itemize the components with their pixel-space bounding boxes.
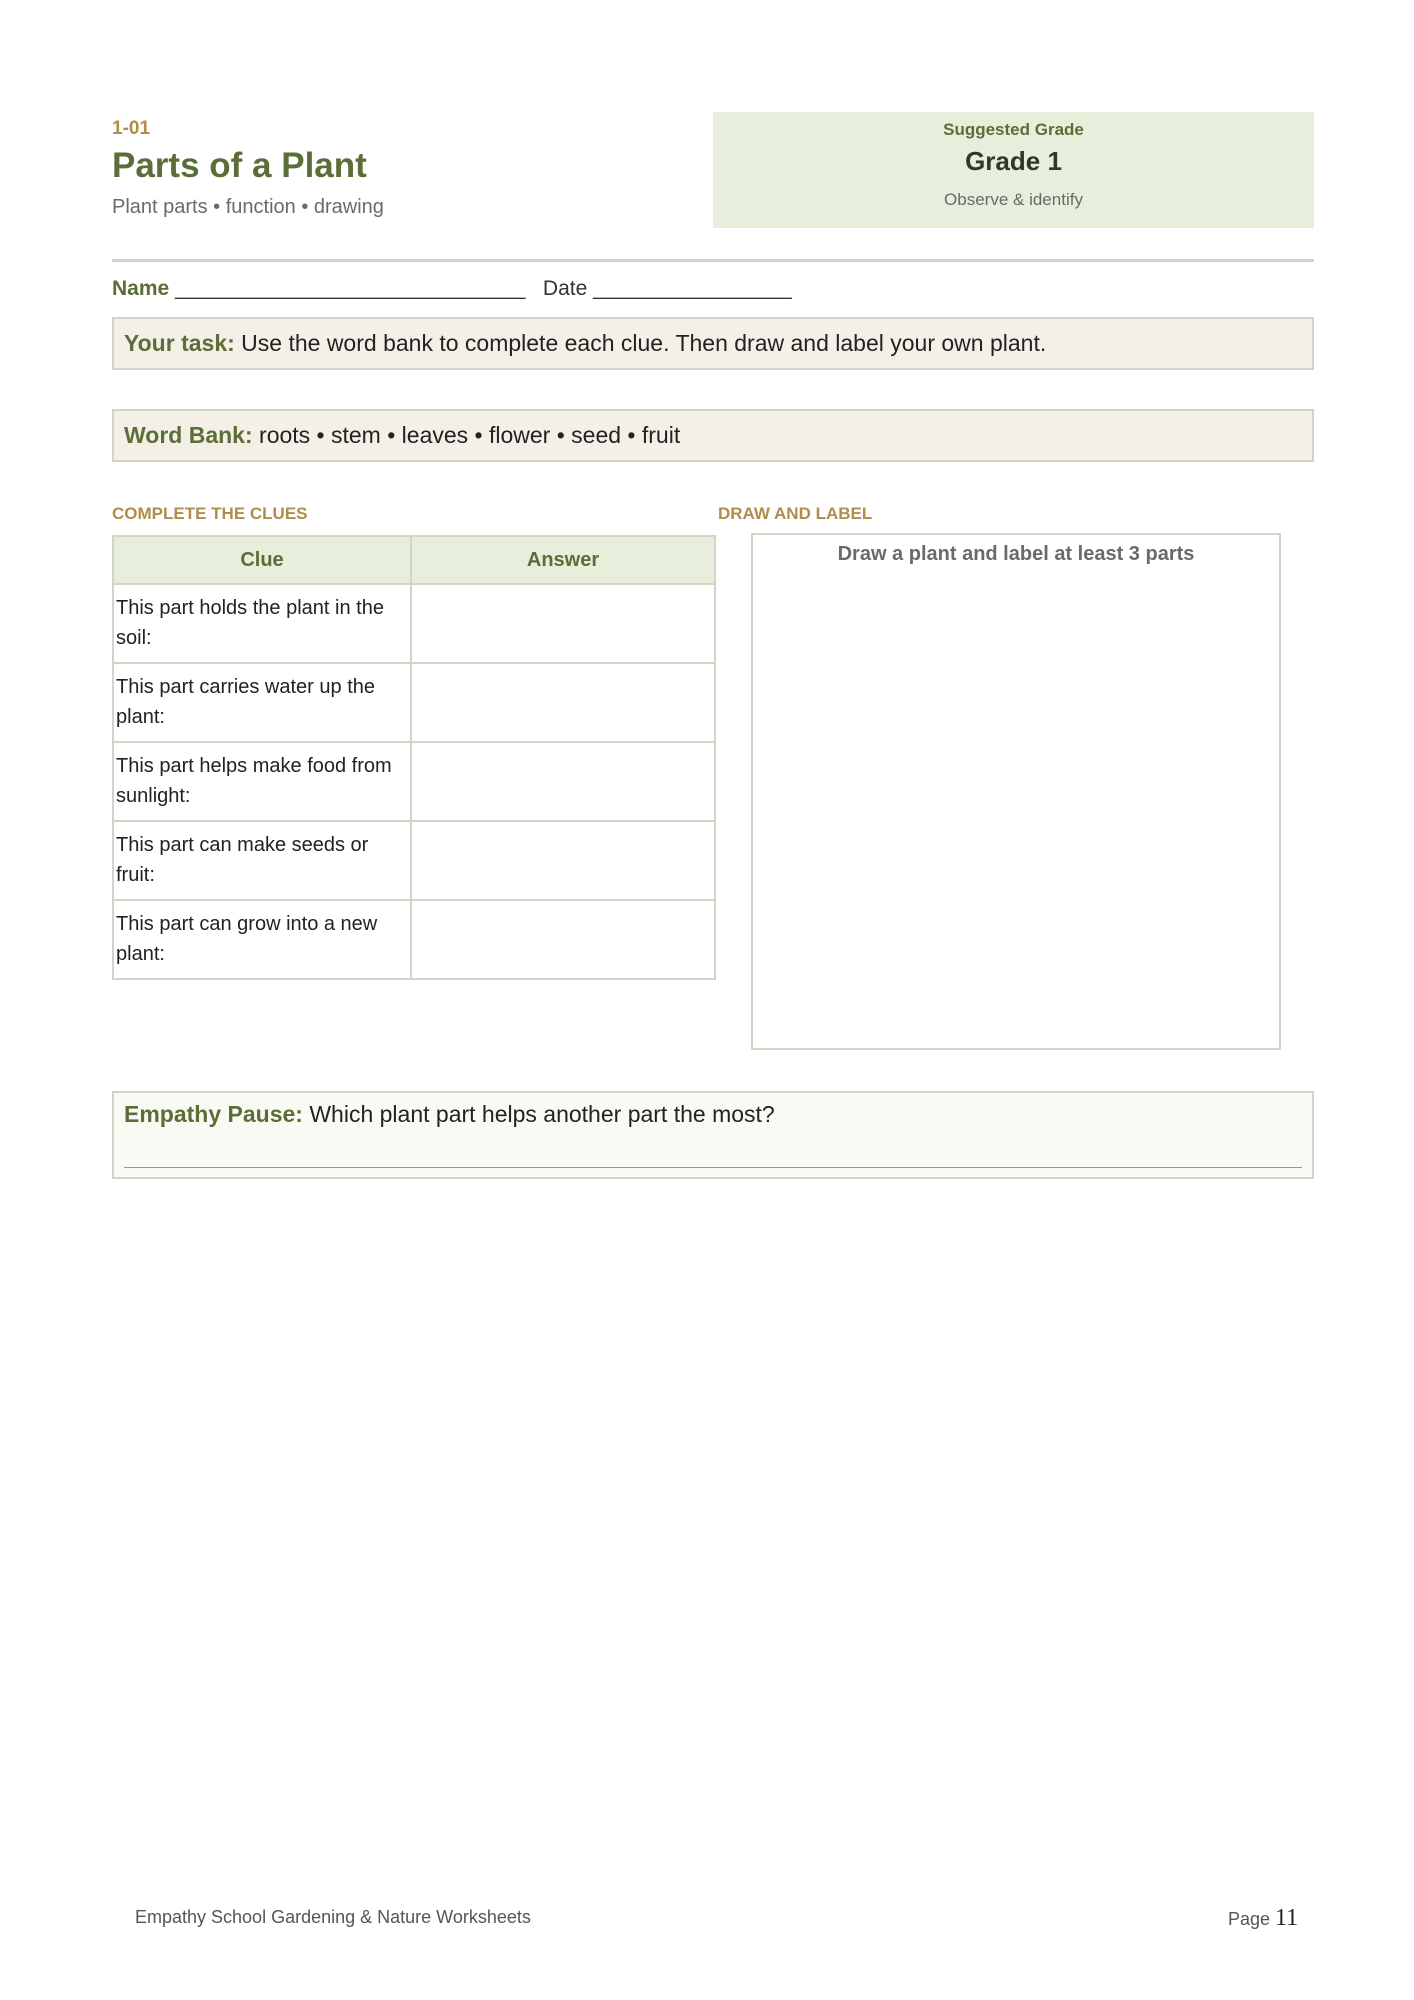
page-number	[1228, 1905, 1298, 1932]
worksheet-code: 1-01	[112, 118, 151, 139]
task-lead: Your task:	[124, 330, 235, 356]
word-bank-box	[112, 409, 1314, 462]
task-box	[112, 317, 1314, 370]
word-bank-text: roots • stem • leaves • flower • seed • fruit	[252, 422, 681, 448]
clue-table	[112, 535, 716, 980]
empathy-text: Which plant part helps another part the most?	[302, 1101, 775, 1127]
empathy-answer-line[interactable]	[124, 1167, 1302, 1168]
grade-value: Grade 1	[965, 146, 1062, 176]
table-row	[113, 584, 715, 663]
grade-label: Suggested Grade	[943, 120, 1084, 139]
table-row	[113, 663, 715, 742]
name-date-row	[112, 277, 792, 301]
page-subtitle: Plant parts • function • drawing	[112, 196, 384, 218]
clue-cell: This part can grow into a new plant:	[113, 900, 411, 979]
header-divider	[112, 259, 1314, 262]
page-title: Parts of a Plant	[112, 146, 367, 185]
date-label: Date	[531, 277, 588, 300]
column-header-clue: Clue	[113, 536, 411, 584]
table-row	[113, 821, 715, 900]
column-header-answer: Answer	[411, 536, 715, 584]
page-number-value: 11	[1275, 1905, 1299, 1931]
draw-heading: DRAW AND LABEL	[718, 504, 873, 523]
table-row	[113, 742, 715, 821]
answer-cell[interactable]	[411, 821, 715, 900]
table-row	[113, 900, 715, 979]
answer-cell[interactable]	[411, 584, 715, 663]
answer-cell[interactable]	[411, 663, 715, 742]
footer-publisher: Empathy School Gardening & Nature Worksheets	[135, 1907, 531, 1927]
grade-box	[713, 112, 1314, 228]
empathy-box	[112, 1091, 1314, 1179]
name-field[interactable]: ______________________________	[169, 277, 532, 300]
clue-cell: This part helps make food from sunlight:	[113, 742, 411, 821]
name-label: Name	[112, 277, 170, 300]
answer-cell[interactable]	[411, 900, 715, 979]
empathy-question	[124, 1101, 775, 1128]
answer-cell[interactable]	[411, 742, 715, 821]
draw-prompt: Draw a plant and label at least 3 parts	[837, 543, 1195, 565]
page-label: Page	[1228, 1909, 1276, 1929]
grade-note: Observe & identify	[944, 190, 1083, 209]
clues-heading: COMPLETE THE CLUES	[112, 504, 308, 523]
clue-cell: This part can make seeds or fruit:	[113, 821, 411, 900]
task-text: Use the word bank to complete each clue. Then draw and label your own plant.	[234, 330, 1047, 356]
empathy-lead: Empathy Pause:	[124, 1101, 303, 1127]
clue-cell: This part holds the plant in the soil:	[113, 584, 411, 663]
date-field[interactable]: _________________	[587, 277, 792, 300]
word-bank-lead: Word Bank:	[124, 422, 253, 448]
drawing-area[interactable]	[751, 533, 1281, 1050]
clue-cell: This part carries water up the plant:	[113, 663, 411, 742]
